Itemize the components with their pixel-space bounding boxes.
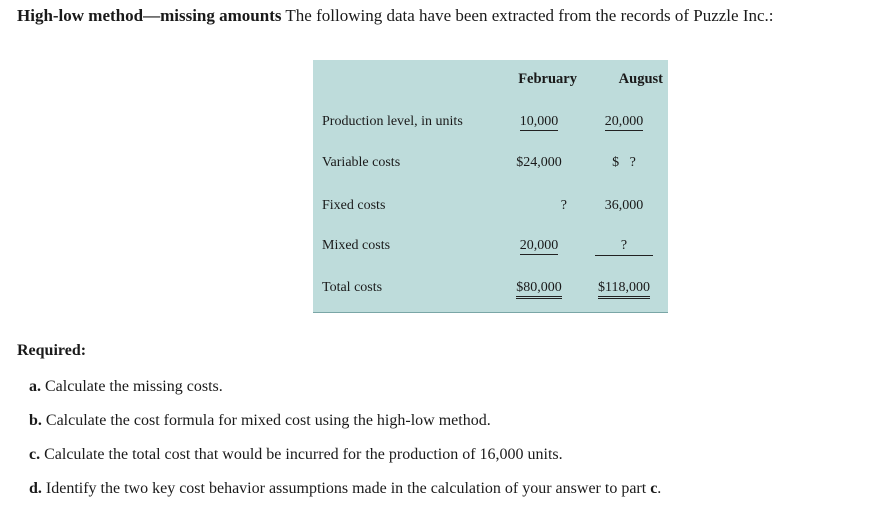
problem-title: High-low method—missing amounts [17,6,282,25]
requirement-text: Calculate the total cost that would be incurred for the production of 16,000 units. [40,446,563,463]
cell-variable-february: $24,000 [516,155,562,170]
row-label-total-costs: Total costs [322,280,383,295]
requirement-text: Calculate the missing costs. [41,378,223,395]
column-header-february: February [518,71,577,87]
requirement-letter: c. [29,446,41,463]
cell-mixed-august [594,238,654,256]
requirement-text: Identify the two key cost behavior assumptions made in the calculation of your answer to part [41,480,651,497]
cost-data-table [313,60,668,313]
value: $118,000 [598,280,650,299]
value: $80,000 [516,280,562,299]
cell-fixed-august: 36,000 [604,198,644,213]
requirement-part-reference: c [650,480,658,497]
column-header-august: August [618,71,663,87]
cell-production-february [511,114,567,130]
requirement-c [29,446,563,464]
row-label-fixed-costs: Fixed costs [322,198,386,213]
required-heading: Required: [17,342,87,359]
row-label-production-level: Production level, in units [322,114,463,129]
requirement-text: Calculate the cost formula for mixed cost using the high-low method. [41,412,491,429]
requirement-d [29,480,661,498]
requirement-letter: d. [29,480,42,497]
requirement-b [29,412,491,430]
requirement-a [29,378,223,396]
problem-intro-text: The following data have been extracted from the records of Puzzle Inc.: [281,6,774,25]
row-label-mixed-costs: Mixed costs [322,238,391,253]
value: ? [595,238,653,256]
cell-mixed-february [511,238,567,254]
value: 20,000 [519,238,559,253]
requirement-end: . [657,480,662,497]
cell-production-august [594,114,654,130]
value: 20,000 [604,114,644,129]
row-label-variable-costs: Variable costs [322,155,401,170]
cell-variable-august: $ ? [612,155,636,170]
requirement-letter: a. [29,378,41,395]
requirement-letter: b. [29,412,42,429]
cell-total-august [594,280,654,296]
problem-heading [17,6,774,26]
cell-fixed-february: ? [560,198,567,213]
cell-total-february [511,280,567,296]
value: 10,000 [519,114,559,129]
